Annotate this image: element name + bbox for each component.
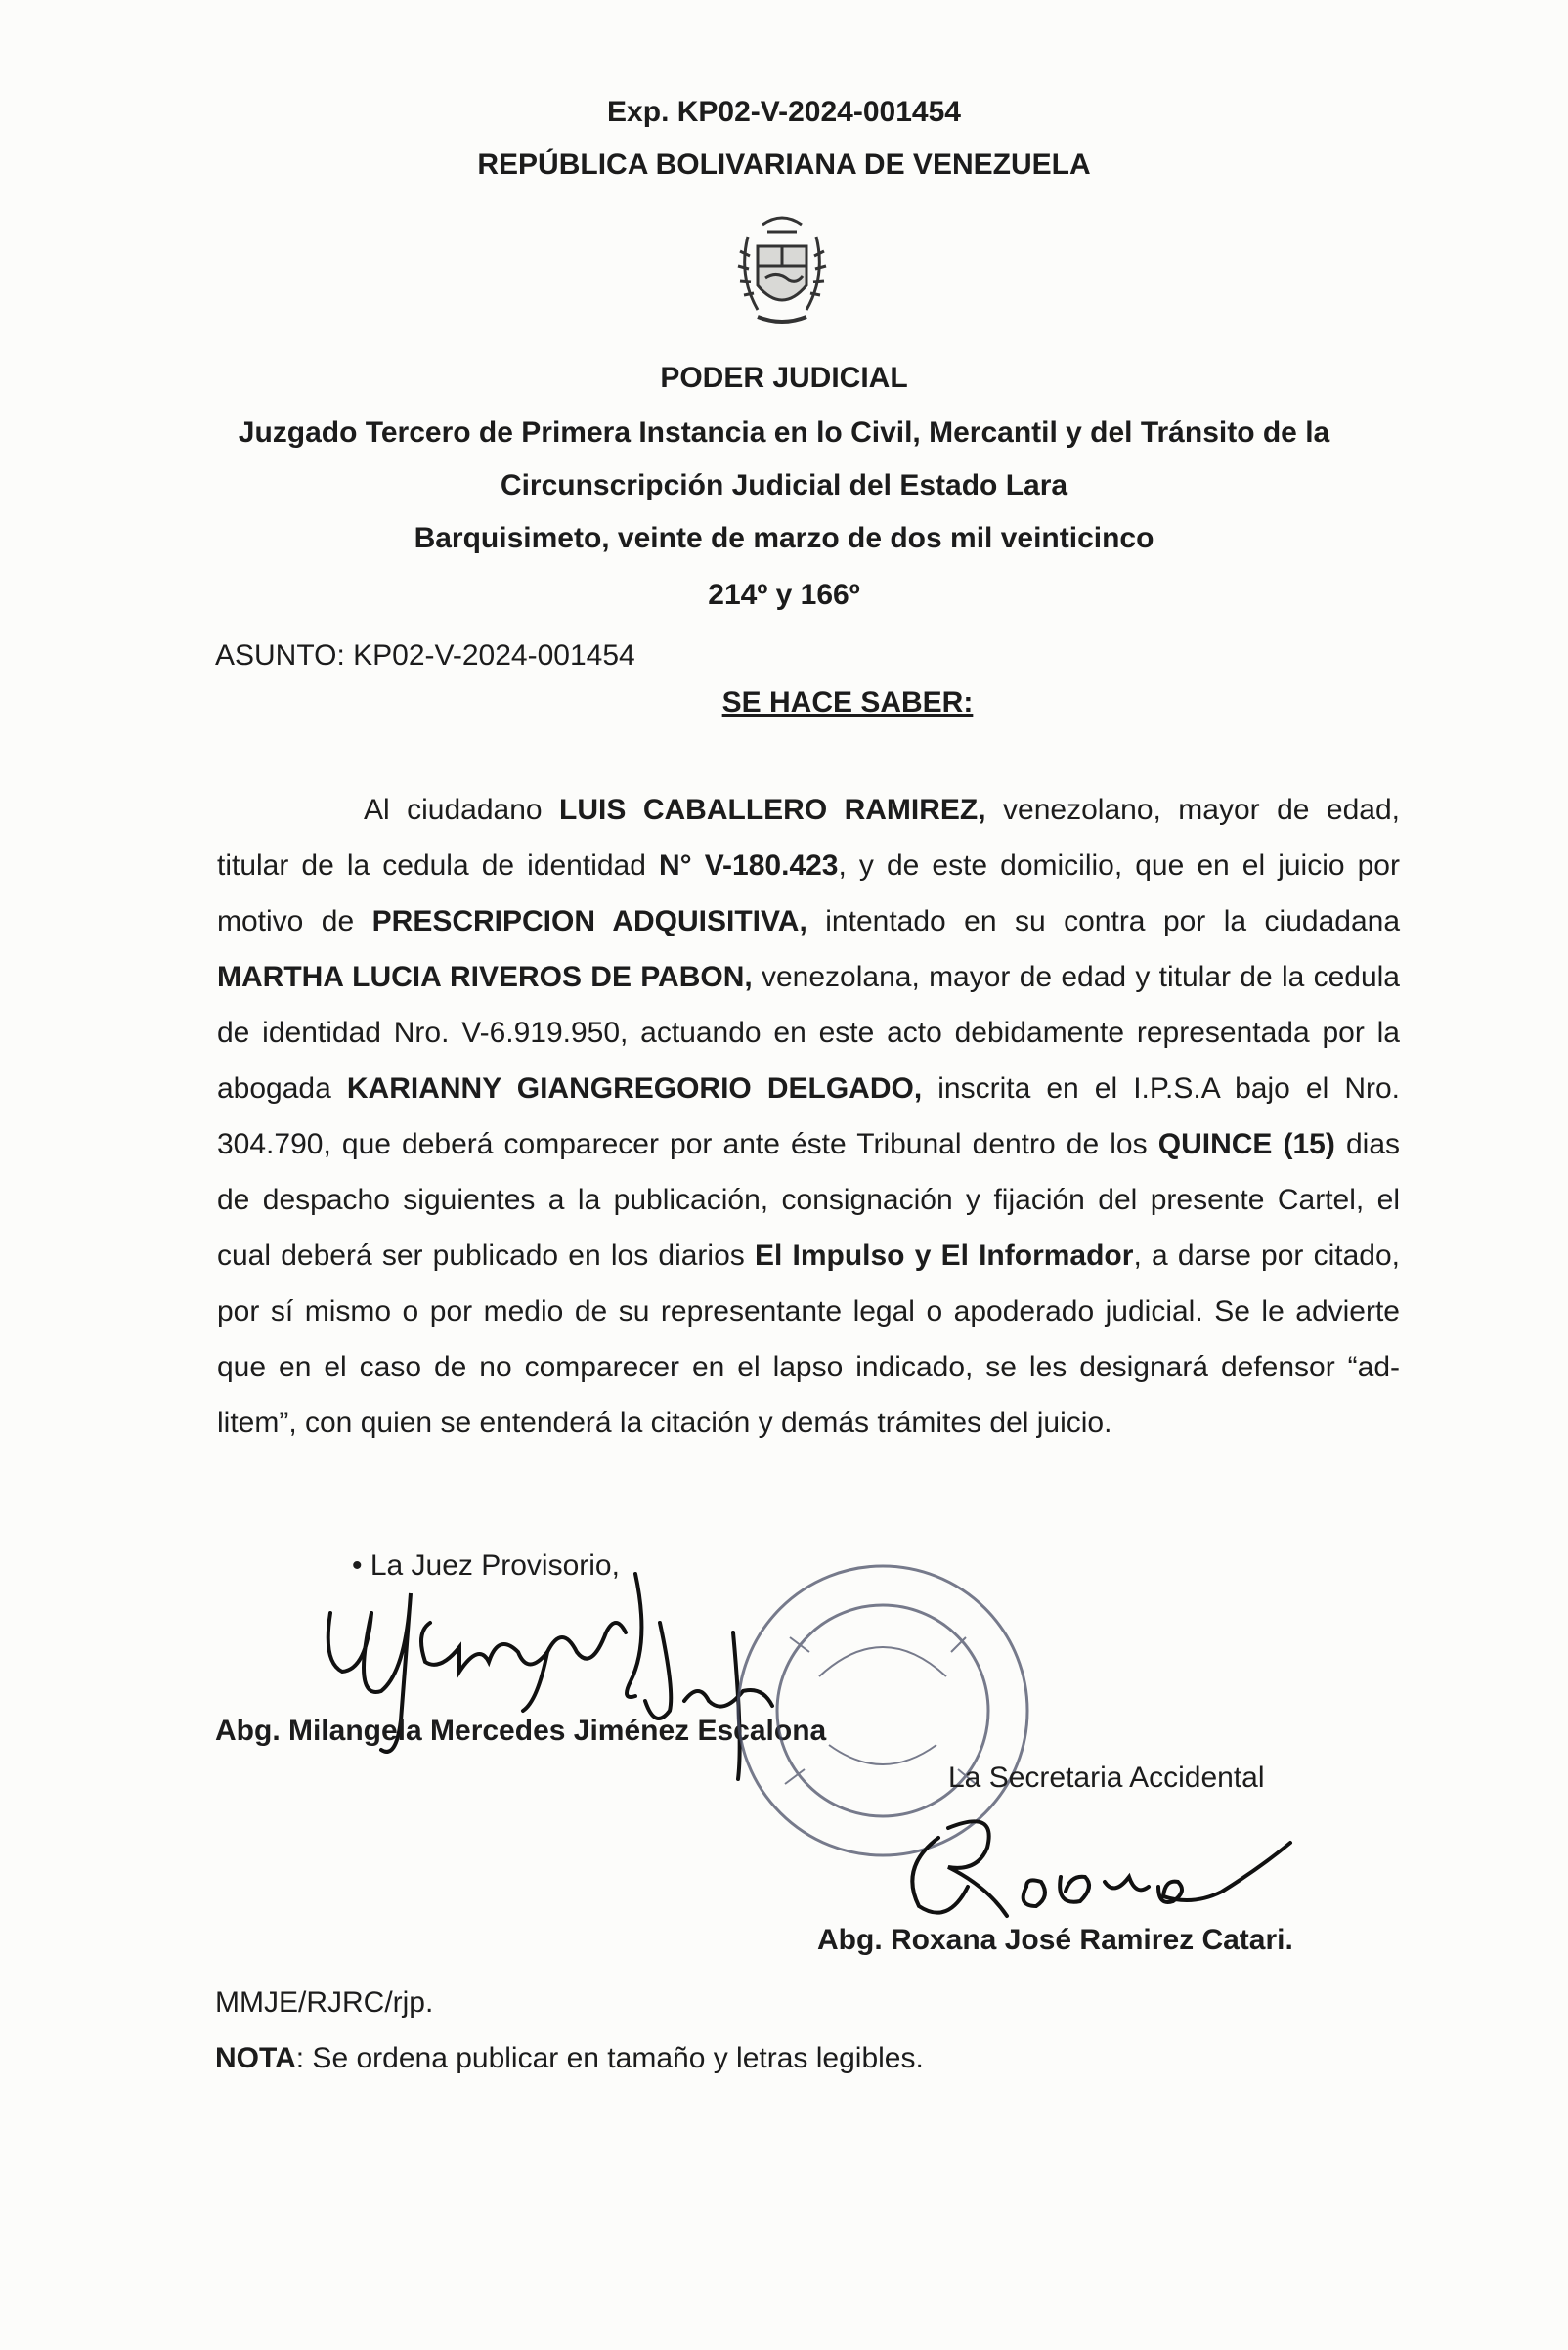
initials-line: MMJE/RJRC/rjp. [215,1986,434,2019]
se-hace-saber-text: SE HACE SABER: [721,686,974,718]
body-text-5: venezolana, mayor de edad y titular de la cedula de identidad Nro. V-6.919.950, actuando en este acto debidamente representada por la abogada [217,961,1400,1105]
body-text-3: , y de este domicilio, que en el juicio por motivo de [217,849,1400,937]
date-line: Barquisimeto, veinte de marzo de dos mil veinticinco [414,522,1154,554]
body-text-4: intentado en su contra por la ciudadana [806,905,1401,937]
defendant-name: LUIS CABALLERO RAMIREZ, [559,794,986,826]
asunto-line: ASUNTO: KP02-V-2024-001454 [215,639,635,672]
newspapers: El Impulso y El Informador [754,1240,1134,1272]
judge-label: • La Juez Provisorio, [352,1549,620,1582]
secretary-name: Abg. Roxana José Ramirez Catari. [817,1924,1293,1956]
attorney-name: KARIANNY GIANGREGORIO DELGADO, [346,1072,923,1105]
defendant-id: N° V-180.423 [658,849,839,882]
body-text-7: dias de despacho siguientes a la publicación, consignación y fijación del presente Cartel, el cual deberá ser publicado en los diarios [217,1128,1401,1272]
judge-name: Abg. Milangela Mercedes Jiménez Escalona [215,1715,827,1747]
case-type: PRESCRIPCION ADQUISITIVA, [371,905,807,937]
circunscripcion-line: Circunscripción Judicial del Estado Lara [500,469,1068,501]
poder-judicial-heading: PODER JUDICIAL [660,362,908,394]
notice-body [217,782,1400,1451]
deadline-days: QUINCE (15) [1157,1128,1335,1160]
body-text-8: , a darse por citado, por sí mismo o por medio de su representante legal o apoderado judicial. Se le advierte que en el caso de no comparecer en el lapso indicado, se les designará defensor “ad-litem”, con quien se entenderá la citación y demás trámites del juicio. [217,1240,1400,1439]
notice-paragraph [217,782,1400,1451]
court-name: Juzgado Tercero de Primera Instancia en lo Civil, Mercantil y del Tránsito de la [238,416,1330,449]
nota-text: : Se ordena publicar en tamaño y letras legibles. [295,2042,924,2074]
coat-of-arms-icon [719,207,846,334]
body-text-2: venezolano, mayor de edad, titular de la cedula de identidad [217,794,1400,882]
nota-line [215,2040,924,2077]
expediente-number: Exp. KP02-V-2024-001454 [607,96,961,128]
republic-heading: REPÚBLICA BOLIVARIANA DE VENEZUELA [477,149,1091,181]
se-hace-saber-heading [0,684,1568,721]
nota-label: NOTA [215,2042,296,2074]
court-stamp-icon [731,1559,1034,1862]
body-text-6: inscrita en el I.P.S.A bajo el Nro. 304.790, que deberá comparecer por ante éste Tribunal dentro de los [217,1072,1401,1160]
years-line: 214º y 166º [708,579,860,611]
secretary-label: La Secretaria Accidental [948,1762,1265,1794]
plaintiff-name: MARTHA LUCIA RIVEROS DE PABON, [217,961,753,993]
body-text-1: Al ciudadano [364,794,560,826]
